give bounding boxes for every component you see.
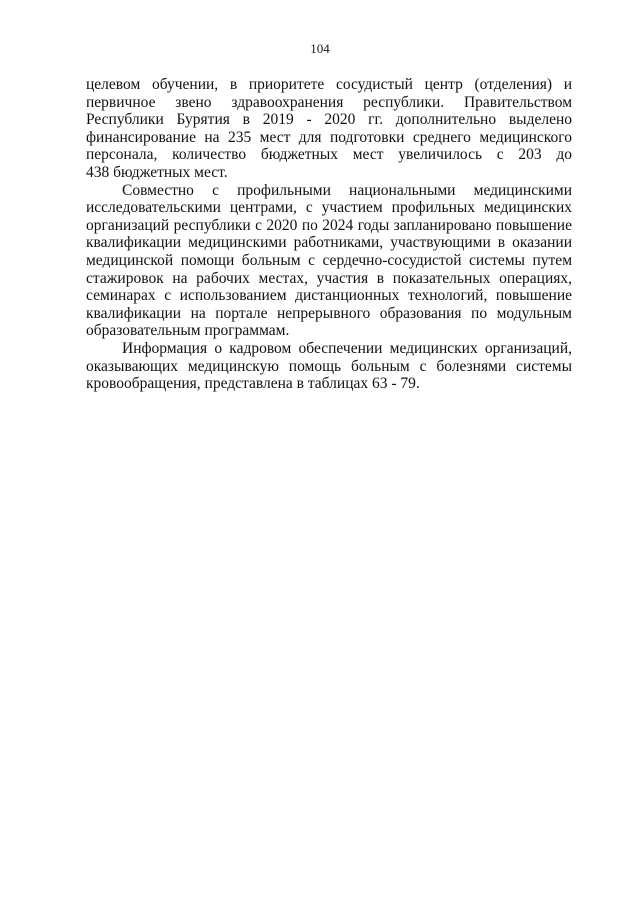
text-line: кровообращения, представлена в таблицах 63 - 79.: [86, 375, 420, 393]
body-text: [86, 76, 572, 393]
text-line: Совместно с профильными национальными медицинскими: [122, 181, 572, 199]
text-line: персонала, количество бюджетных мест увеличилось с 203 до: [86, 146, 572, 164]
text-line: 438 бюджетных мест.: [86, 163, 228, 181]
text-line: финансирование на 235 мест для подготовки среднего медицинского: [86, 128, 572, 146]
text-line: медицинской помощи больным с сердечно-сосудистой системы путем: [86, 251, 572, 269]
text-line: квалификации на портале непрерывного образования по модульным: [86, 304, 572, 322]
text-line: образовательным программам.: [86, 322, 290, 340]
text-line: Республики Бурятия в 2019 - 2020 гг. дополнительно выделено: [86, 111, 572, 129]
paragraph-1: [86, 76, 572, 182]
text-line: исследовательскими центрами, с участием профильных медицинских: [86, 199, 572, 217]
text-line: оказывающих медицинскую помощь больным с болезнями системы: [86, 357, 572, 375]
text-line: первичное звено здравоохранения республики. Правительством: [86, 93, 572, 111]
page-number: 104: [310, 41, 330, 56]
text-line: Информация о кадровом обеспечении медицинских организаций,: [122, 339, 572, 357]
text-line: целевом обучении, в приоритете сосудистый центр (отделения) и: [86, 76, 572, 93]
text-line: квалификации медицинскими работниками, участвующими в оказании: [86, 234, 572, 252]
paragraph-3: [86, 340, 572, 393]
paragraph-2: [86, 182, 572, 340]
text-line: стажировок на рабочих местах, участия в показательных операциях,: [86, 269, 572, 287]
text-line: организаций республики с 2020 по 2024 годы запланировано повышение: [86, 216, 572, 234]
text-line: семинарах с использованием дистанционных технологий, повышение: [86, 287, 572, 305]
